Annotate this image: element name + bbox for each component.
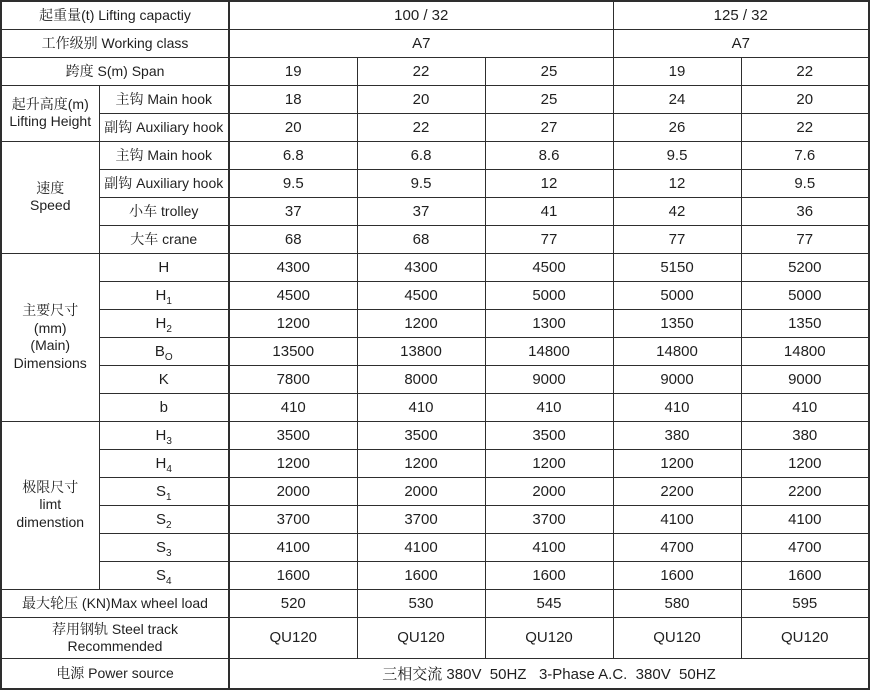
value-cell: 7800 [229, 365, 357, 393]
table-row [1, 658, 869, 689]
value-cell: 5000 [613, 281, 741, 309]
value-cell: 18 [229, 85, 357, 113]
value-cell: 380 [613, 421, 741, 449]
table-row [1, 589, 869, 617]
value-cell: 410 [357, 393, 485, 421]
value-cell: 520 [229, 589, 357, 617]
value-cell: 37 [229, 197, 357, 225]
table-row [1, 505, 869, 533]
row-label-crane-speed: 大车 crane [99, 225, 229, 253]
table-row [1, 197, 869, 225]
table-row [1, 365, 869, 393]
label-subscript: 3 [166, 435, 172, 447]
value-cell: 26 [613, 113, 741, 141]
value-cell: 5000 [741, 281, 869, 309]
table-row [1, 533, 869, 561]
row-label-steel-track [1, 617, 229, 658]
value-cell: 8000 [357, 365, 485, 393]
table-row [1, 57, 869, 85]
value-cell: 4100 [357, 533, 485, 561]
value-cell: 36 [741, 197, 869, 225]
table-row [1, 337, 869, 365]
value-cell-capacity-group2: 125 / 32 [613, 1, 869, 29]
table-row [1, 309, 869, 337]
table-row [1, 141, 869, 169]
value-cell: 1600 [741, 561, 869, 589]
row-label-power-source: 电源 Power source [1, 658, 229, 689]
value-cell: 6.8 [229, 141, 357, 169]
value-cell: 595 [741, 589, 869, 617]
value-cell: QU120 [485, 617, 613, 658]
value-cell: 2000 [357, 477, 485, 505]
value-cell: 20 [741, 85, 869, 113]
table-row [1, 113, 869, 141]
row-label-main-hook: 主钩 Main hook [99, 85, 229, 113]
group-label-line: Lifting Height [9, 113, 92, 129]
value-cell: 4500 [229, 281, 357, 309]
value-cell: 9.5 [741, 169, 869, 197]
value-cell: 6.8 [357, 141, 485, 169]
row-label-auxiliary-hook: 副钩 Auxiliary hook [99, 113, 229, 141]
value-cell: 2000 [485, 477, 613, 505]
value-cell: 25 [485, 57, 613, 85]
group-label-line: (mm) [33, 319, 67, 336]
row-label-auxiliary-hook-speed: 副钩 Auxiliary hook [99, 169, 229, 197]
value-cell: 1200 [485, 449, 613, 477]
value-cell: 4700 [613, 533, 741, 561]
row-label-dim-H1: $H_1$ [99, 281, 229, 309]
row-label-line: Recommended [67, 637, 163, 654]
group-label-line: 极限尺寸 [22, 478, 79, 495]
value-cell: 1300 [485, 309, 613, 337]
row-label-span: 跨度 S(m) Span [1, 57, 229, 85]
value-cell: 68 [357, 225, 485, 253]
value-cell: 4100 [741, 505, 869, 533]
value-cell: 5000 [485, 281, 613, 309]
row-label-dim-BO: $B_O$ [99, 337, 229, 365]
value-cell: 1350 [613, 309, 741, 337]
group-label-line: (Main) [30, 337, 71, 353]
value-cell: QU120 [229, 617, 357, 658]
label-subscript: 2 [165, 519, 172, 531]
value-cell: 12 [613, 169, 741, 197]
row-label-dim-S1: $S_1$ [99, 477, 229, 505]
value-cell: 410 [741, 393, 869, 421]
row-label-dim-S2: $S_2$ [99, 505, 229, 533]
value-cell: 1200 [229, 309, 357, 337]
row-label-dim-S3: $S_3$ [99, 533, 229, 561]
table-row [1, 561, 869, 589]
value-cell: 1200 [613, 449, 741, 477]
value-cell: 380 [741, 421, 869, 449]
group-label-speed [1, 141, 99, 253]
value-cell: 20 [357, 85, 485, 113]
row-label-dim-H3: $H_3$ [99, 421, 229, 449]
value-cell: 24 [613, 85, 741, 113]
value-cell: 9.5 [357, 169, 485, 197]
table-row [1, 29, 869, 57]
table-row [1, 169, 869, 197]
value-cell: 77 [485, 225, 613, 253]
value-cell: 3700 [485, 505, 613, 533]
label-subscript: 1 [166, 295, 172, 307]
row-label-dim-b: b [99, 393, 229, 421]
table-row [1, 421, 869, 449]
value-cell: 77 [741, 225, 869, 253]
value-cell: 25 [485, 85, 613, 113]
value-cell: 13800 [357, 337, 485, 365]
value-cell: 9000 [485, 365, 613, 393]
label-subscript: 1 [165, 491, 172, 503]
value-cell: 410 [229, 393, 357, 421]
table-row [1, 1, 869, 29]
value-cell: 1600 [485, 561, 613, 589]
value-cell: 2200 [741, 477, 869, 505]
row-label-max-wheel-load: 最大轮压 (KN)Max wheel load [1, 589, 229, 617]
group-label-limit-dimensions [1, 421, 99, 589]
value-cell: 1600 [229, 561, 357, 589]
value-cell: 4700 [741, 533, 869, 561]
label-subscript: 3 [165, 547, 172, 559]
value-cell: 1200 [741, 449, 869, 477]
value-cell: 3500 [485, 421, 613, 449]
row-label-trolley-speed: 小车 trolley [99, 197, 229, 225]
value-cell: 22 [741, 113, 869, 141]
value-cell: 14800 [485, 337, 613, 365]
value-cell: 9000 [741, 365, 869, 393]
value-cell: 4500 [485, 253, 613, 281]
value-cell: 9.5 [229, 169, 357, 197]
value-cell: 22 [741, 57, 869, 85]
value-cell: 580 [613, 589, 741, 617]
value-cell: 3700 [357, 505, 485, 533]
value-cell: 410 [613, 393, 741, 421]
value-cell: 68 [229, 225, 357, 253]
value-cell: 7.6 [741, 141, 869, 169]
row-label-line: 荐用钢轨 Steel track [51, 620, 179, 637]
value-cell: 3500 [357, 421, 485, 449]
value-cell: 545 [485, 589, 613, 617]
value-cell: 20 [229, 113, 357, 141]
value-cell-capacity-group1: 100 / 32 [229, 1, 613, 29]
row-label-working-class: 工作级别 Working class [1, 29, 229, 57]
row-label-lifting-capacity: 起重量(t) Lifting capactiy [1, 1, 229, 29]
row-label-dim-H2: $H_2$ [99, 309, 229, 337]
value-cell-class-group1: A7 [229, 29, 613, 57]
value-cell: 4500 [357, 281, 485, 309]
value-cell: 12 [485, 169, 613, 197]
value-cell: 42 [613, 197, 741, 225]
group-label-main-dimensions [1, 253, 99, 421]
value-cell: 22 [357, 113, 485, 141]
value-cell: QU120 [741, 617, 869, 658]
group-label-line: 速度 [36, 179, 65, 196]
value-cell: 41 [485, 197, 613, 225]
value-cell: 530 [357, 589, 485, 617]
value-cell: 9.5 [613, 141, 741, 169]
value-cell: 5200 [741, 253, 869, 281]
value-cell: 22 [357, 57, 485, 85]
group-label-line: dimenstion [16, 513, 85, 530]
value-cell: 4300 [357, 253, 485, 281]
value-cell: 4100 [613, 505, 741, 533]
value-cell-power-source: 三相交流 380V 50HZ 3-Phase A.C. 380V 50HZ [229, 658, 869, 689]
table-row [1, 253, 869, 281]
value-cell: 4100 [229, 533, 357, 561]
value-cell: 13500 [229, 337, 357, 365]
value-cell: 1200 [229, 449, 357, 477]
table-row [1, 449, 869, 477]
group-label-line: Dimensions [13, 354, 87, 371]
value-cell: 14800 [741, 337, 869, 365]
value-cell: 5150 [613, 253, 741, 281]
row-label-dim-H4: $H_4$ [99, 449, 229, 477]
value-cell: 1350 [741, 309, 869, 337]
label-subscript: 4 [165, 575, 172, 587]
value-cell: 2000 [229, 477, 357, 505]
value-cell: 27 [485, 113, 613, 141]
table-row [1, 281, 869, 309]
value-cell: 19 [229, 57, 357, 85]
value-cell: 2200 [613, 477, 741, 505]
value-cell: 8.6 [485, 141, 613, 169]
table-row [1, 85, 869, 113]
table-row [1, 225, 869, 253]
value-cell: 1200 [357, 449, 485, 477]
group-label-line: limt [39, 496, 62, 513]
value-cell: 4300 [229, 253, 357, 281]
value-cell: 410 [485, 393, 613, 421]
value-cell: 1200 [357, 309, 485, 337]
table-row [1, 477, 869, 505]
group-label-line: Speed [30, 197, 71, 213]
group-label-line: 起升高度(m) [11, 95, 89, 112]
label-subscript: 2 [166, 323, 172, 335]
value-cell: 37 [357, 197, 485, 225]
row-label-dim-S4: $S_4$ [99, 561, 229, 589]
value-cell: 4100 [485, 533, 613, 561]
value-cell-class-group2: A7 [613, 29, 869, 57]
label-subscript: 4 [166, 463, 172, 475]
row-label-dim-H: H [99, 253, 229, 281]
value-cell: 19 [613, 57, 741, 85]
row-label-main-hook-speed: 主钩 Main hook [99, 141, 229, 169]
group-label-line: 主要尺寸 [22, 302, 79, 318]
table-row [1, 393, 869, 421]
value-cell: 1600 [613, 561, 741, 589]
value-cell: 1600 [357, 561, 485, 589]
value-cell: 3700 [229, 505, 357, 533]
label-subscript: O [164, 351, 173, 363]
value-cell: QU120 [613, 617, 741, 658]
value-cell: 9000 [613, 365, 741, 393]
group-label-lifting-height [1, 85, 99, 141]
value-cell: 3500 [229, 421, 357, 449]
table-row [1, 617, 869, 658]
row-label-dim-K: K [99, 365, 229, 393]
value-cell: QU120 [357, 617, 485, 658]
value-cell: 77 [613, 225, 741, 253]
value-cell: 14800 [613, 337, 741, 365]
